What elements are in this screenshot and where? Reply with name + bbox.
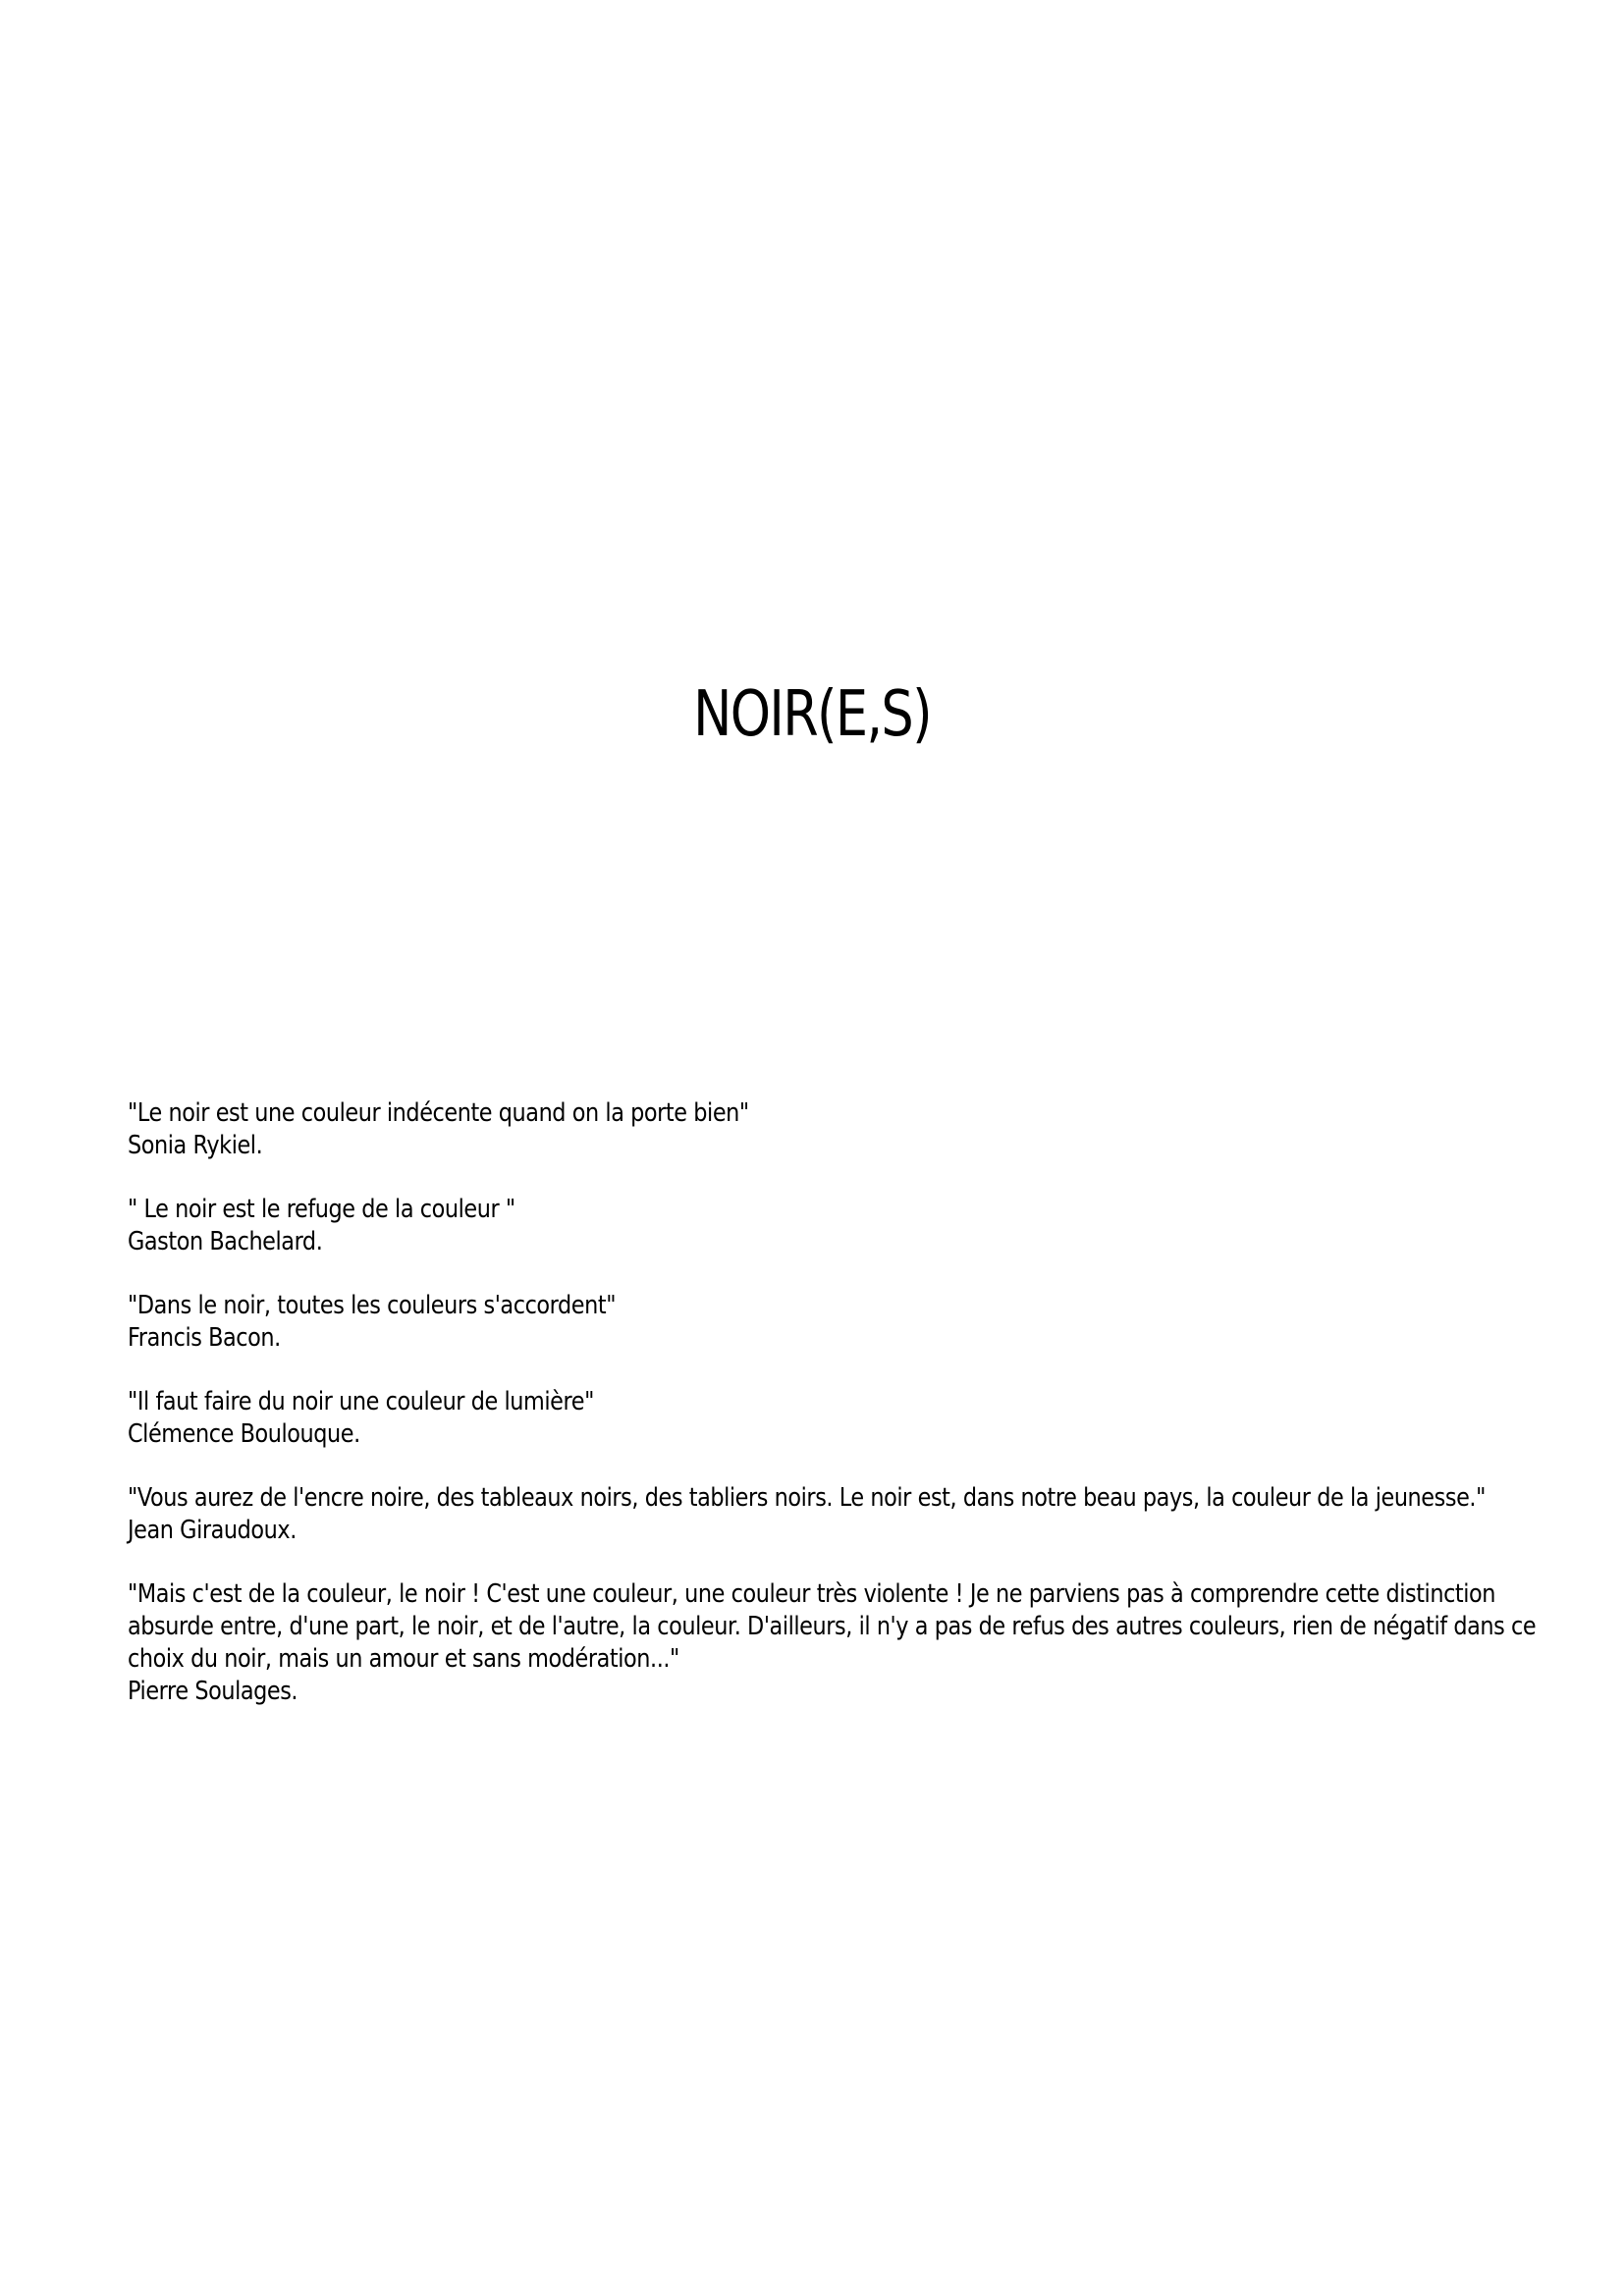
quote-text: "Mais c'est de la couleur, le noir ! C'est une couleur, une couleur très violente ! Je ne parviens pas à comprendre cette distinction absurde entre, d'une part, le noir, et de l'autre, la couleur. D'ailleurs, il n'y a pas de refus des autres couleurs, rien de négatif dans ce choix du noir, mais un amour et sans modération..." [128,1579,1537,1674]
quote-item [128,1482,1551,1547]
quotes-list [128,1097,1551,1739]
quote-author: Clémence Boulouque. [128,1419,360,1449]
page-title: NOIR(E,S) [693,678,931,751]
quote-item [128,1386,1551,1451]
quote-text: "Vous aurez de l'encre noire, des tableaux noirs, des tabliers noirs. Le noir est, dans notre beau pays, la couleur de la jeunesse." [128,1483,1486,1513]
quote-text: " Le noir est le refuge de la couleur " [128,1195,515,1224]
quote-item [128,1097,1551,1162]
quote-author: Gaston Bachelard. [128,1227,323,1256]
quote-text: "Dans le noir, toutes les couleurs s'accordent" [128,1291,617,1320]
quote-author: Pierre Soulages. [128,1677,298,1706]
quote-item [128,1194,1551,1258]
quote-author: Sonia Rykiel. [128,1131,263,1160]
quote-item [128,1578,1551,1708]
quote-author: Jean Giraudoux. [128,1516,297,1545]
quote-author: Francis Bacon. [128,1323,281,1353]
quote-item [128,1290,1551,1355]
quote-text: "Il faut faire du noir une couleur de lumière" [128,1387,594,1416]
quote-text: "Le noir est une couleur indécente quand on la porte bien" [128,1098,749,1128]
